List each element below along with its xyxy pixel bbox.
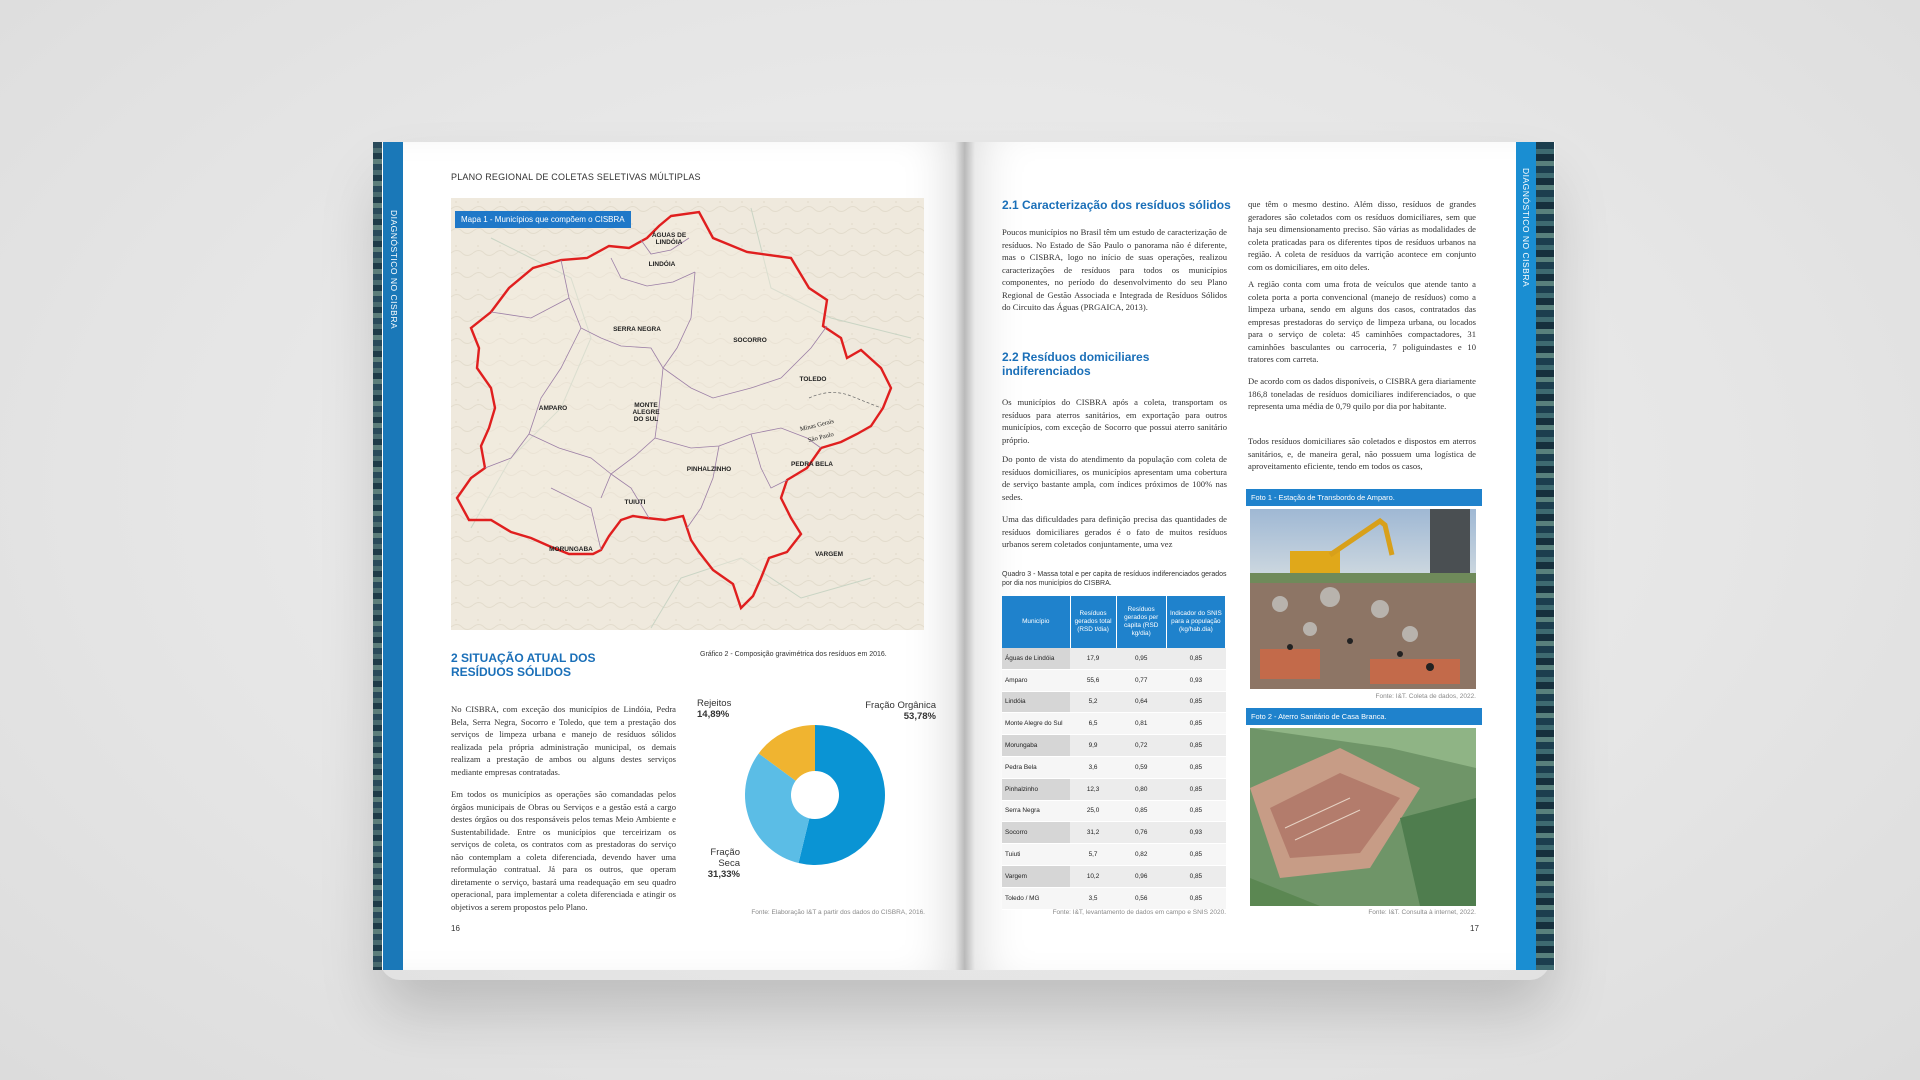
chart-label-seca bbox=[695, 847, 740, 880]
chart-label-name: Fração Orgânica bbox=[865, 700, 936, 711]
section-heading: 2.1 Caracterização dos resíduos sólidos bbox=[1002, 198, 1231, 212]
table-cell-municipio: Tuiuti bbox=[1002, 844, 1070, 866]
table-header: Resíduos gerados per capita (RSD kg/dia) bbox=[1116, 596, 1166, 648]
table-cell: 5,2 bbox=[1070, 691, 1116, 713]
table-row bbox=[1002, 778, 1226, 800]
table-header: Indicador do SNIS para a população (kg/hab.dia) bbox=[1166, 596, 1225, 648]
table-cell: 25,0 bbox=[1070, 800, 1116, 822]
map-label: PINHALZINHO bbox=[686, 466, 732, 473]
table-cell-municipio: Vargem bbox=[1002, 865, 1070, 887]
map-label: LINDÓIA bbox=[648, 261, 676, 268]
photo-source: Fonte: I&T. Coleta de dados, 2022. bbox=[1375, 693, 1476, 700]
table-cell-municipio: Serra Negra bbox=[1002, 800, 1070, 822]
table-cell: 0,77 bbox=[1116, 669, 1166, 691]
table-cell: 0,85 bbox=[1166, 865, 1225, 887]
chart-data-label: 31,33% bbox=[707, 869, 740, 880]
page-number: 17 bbox=[1470, 924, 1479, 933]
table-header: Resíduos gerados total (RSD t/dia) bbox=[1070, 596, 1116, 648]
table-cell: 0,85 bbox=[1166, 648, 1225, 669]
running-head: PLANO REGIONAL DE COLETAS SELETIVAS MÚLTIPLAS bbox=[451, 172, 701, 182]
chart-data-label: 14,89% bbox=[697, 709, 730, 720]
table-cell-municipio: Amparo bbox=[1002, 669, 1070, 691]
map-label: SERRA NEGRA bbox=[613, 326, 661, 333]
photo-source: Fonte: I&T. Consulta à internet, 2022. bbox=[1368, 909, 1476, 916]
table-cell: 10,2 bbox=[1070, 865, 1116, 887]
photo-graphic bbox=[1250, 728, 1476, 906]
table-cell: 12,3 bbox=[1070, 778, 1116, 800]
photo-graphic bbox=[1250, 509, 1476, 689]
table-cell: 17,9 bbox=[1070, 648, 1116, 669]
table-cell-municipio: Pinhalzinho bbox=[1002, 778, 1070, 800]
table-cell: 0,96 bbox=[1116, 865, 1166, 887]
table-cell: 0,85 bbox=[1166, 778, 1225, 800]
map-label: MONTE ALEGRE DO SUL bbox=[632, 402, 660, 423]
data-table bbox=[1002, 596, 1226, 910]
table-cell: 55,6 bbox=[1070, 669, 1116, 691]
table-cell: 0,85 bbox=[1166, 756, 1225, 778]
table-cell: 0,81 bbox=[1116, 713, 1166, 735]
table-row bbox=[1002, 648, 1226, 669]
table-row bbox=[1002, 669, 1226, 691]
table-row bbox=[1002, 735, 1226, 757]
left-side-band-label: DIAGNÓSTICO NO CISBRA bbox=[389, 210, 399, 330]
chart-caption: Gráfico 2 - Composição gravimétrica dos resíduos em 2016. bbox=[700, 651, 887, 658]
map-label: SOCORRO bbox=[733, 337, 767, 344]
table-header-row bbox=[1002, 596, 1226, 648]
photo-aterro bbox=[1250, 728, 1476, 906]
paragraph: Os municípios do CISBRA após a coleta, transportam os resíduos para aterros sanitários, em exportação para outros municípios, com exceção de Socorro que possui aterro sanitário próprio. bbox=[1002, 397, 1227, 445]
table-cell-municipio: Pedra Bela bbox=[1002, 756, 1070, 778]
table-cell: 0,64 bbox=[1116, 691, 1166, 713]
table-cell: 0,59 bbox=[1116, 756, 1166, 778]
table-cell: 0,80 bbox=[1116, 778, 1166, 800]
map-graphic bbox=[451, 198, 924, 630]
table-cell: 0,85 bbox=[1166, 735, 1225, 757]
left-edge-texture bbox=[373, 142, 382, 970]
table-row bbox=[1002, 800, 1226, 822]
map-label: ÁGUAS DE LINDÓIA bbox=[651, 232, 687, 246]
paragraph: De acordo com os dados disponíveis, o CISBRA gera diariamente 186,8 toneladas de resíduos domiciliares indiferenciados, o que representa uma média de 0,79 quilo por dia por habitante. bbox=[1248, 376, 1476, 411]
table-row bbox=[1002, 844, 1226, 866]
table-cell: 0,93 bbox=[1166, 822, 1225, 844]
right-side-band-label: DIAGNÓSTICO NO CISBRA bbox=[1521, 168, 1531, 288]
chart-label-name: Rejeitos bbox=[697, 698, 732, 709]
table-cell-municipio: Águas de Lindóia bbox=[1002, 648, 1070, 669]
table-caption: Quadro 3 - Massa total e per capita de resíduos indiferenciados gerados por dia nos municípios do CISBRA. bbox=[1002, 571, 1227, 587]
table-row bbox=[1002, 713, 1226, 735]
table-cell: 31,2 bbox=[1070, 822, 1116, 844]
table-cell: 9,9 bbox=[1070, 735, 1116, 757]
table-row bbox=[1002, 887, 1226, 909]
table-cell: 0,76 bbox=[1116, 822, 1166, 844]
map-label: TOLEDO bbox=[799, 376, 827, 383]
table-cell-municipio: Morungaba bbox=[1002, 735, 1070, 757]
table-cell-municipio: Socorro bbox=[1002, 822, 1070, 844]
section-title: 2 SITUAÇÃO ATUAL DOS RESÍDUOS SÓLIDOS bbox=[451, 651, 596, 679]
chart-label-name: Fração Seca bbox=[710, 847, 740, 869]
table-cell: 0,85 bbox=[1166, 844, 1225, 866]
chart-data-label: 53,78% bbox=[903, 711, 936, 722]
table-row bbox=[1002, 865, 1226, 887]
photo-caption: Foto 2 - Aterro Sanitário de Casa Branca. bbox=[1246, 708, 1482, 725]
map-label: VARGEM bbox=[814, 551, 844, 558]
paragraph: Do ponto de vista do atendimento da população com coleta de resíduos domiciliares, os municípios apresentam uma cobertura de serviço bastante ampla, com índices próximos de 100% nas sedes. bbox=[1002, 454, 1227, 502]
table-cell: 0,85 bbox=[1166, 800, 1225, 822]
paragraph: Poucos municípios no Brasil têm um estudo de caracterização de resíduos. No Estado de São Paulo o panorama não é diferente, mas o CISBRA, logo no início de suas operações, realizou caracterizações de resíduos para todos os municípios componentes, no período do desenvolvimento do seu Plano Regional de Gestão Associada e Integrada de Resíduos Sólidos do Circuito das Águas (PRGAICA, 2013). bbox=[1002, 227, 1227, 312]
table-cell: 0,56 bbox=[1116, 887, 1166, 909]
right-edge-texture bbox=[1536, 142, 1554, 970]
paragraph: Em todos os municípios as operações são comandadas pelos órgãos municipais de Obras ou Serviços e a gestão está a cargo destes órgãos ou dos responsáveis pelos temas Meio Ambiente e Sustentabilidade. Entre os municípios que terceirizam os serviços de coleta, os contratos com as prestadoras do serviço não contemplam a coleta diferenciada, devendo haver uma reformulação contratual. Já para os outros, que operam diretamente o serviço, bastará uma readequação em seu quadro operacional, para implementar a coleta diferenciada e atingir os objetivos a serem propostos pelo Plano. bbox=[451, 789, 676, 912]
gutter-shadow bbox=[955, 142, 975, 970]
section-heading: 2.2 Resíduos domiciliares indiferenciados bbox=[1002, 350, 1150, 378]
map-label: Minas Gerais bbox=[799, 417, 835, 434]
table-cell: 0,72 bbox=[1116, 735, 1166, 757]
table-cell-municipio: Lindóia bbox=[1002, 691, 1070, 713]
table-cell: 3,6 bbox=[1070, 756, 1116, 778]
map-image bbox=[451, 198, 924, 630]
table-cell: 3,5 bbox=[1070, 887, 1116, 909]
map-label: MORUNGABA bbox=[549, 546, 593, 553]
table-row bbox=[1002, 756, 1226, 778]
table-cell: 0,95 bbox=[1116, 648, 1166, 669]
map-label: PEDRA BELA bbox=[790, 461, 833, 468]
table-cell: 0,93 bbox=[1166, 669, 1225, 691]
table-cell: 5,7 bbox=[1070, 844, 1116, 866]
paragraph: Todos resíduos domiciliares são coletados e dispostos em aterros sanitários, e, de maneira geral, não possuem uma logística de aproveitamento eficiente, tendo em todos os casos, bbox=[1248, 436, 1476, 471]
table-header: Município bbox=[1002, 596, 1070, 648]
photo-caption: Foto 1 - Estação de Transbordo de Amparo. bbox=[1246, 489, 1482, 506]
chart-label-rejeitos bbox=[697, 698, 757, 720]
paragraph: Uma das dificuldades para definição precisa das quantidades de resíduos domiciliares gerados é o fato de muitos resíduos urbanos serem coletados conjuntamente, uma vez bbox=[1002, 514, 1227, 549]
table-row bbox=[1002, 691, 1226, 713]
table-cell: 0,85 bbox=[1166, 887, 1225, 909]
table-cell: 0,85 bbox=[1166, 713, 1225, 735]
paragraph: que têm o mesmo destino. Além disso, resíduos de grandes geradores são coletados com os resíduos domiciliares, sem que haja seu dimensionamento preciso. São várias as modalidades de coleta praticadas para os diferentes tipos de resíduos urbanos na região. A coleta de resíduos da varrição acontece em conjunto com os domiciliares, em oito deles. bbox=[1248, 199, 1476, 272]
table-cell-municipio: Monte Alegre do Sul bbox=[1002, 713, 1070, 735]
map-label: AMPARO bbox=[538, 405, 568, 412]
page-number: 16 bbox=[451, 924, 460, 933]
table-cell: 6,5 bbox=[1070, 713, 1116, 735]
chart-label-organica bbox=[856, 700, 936, 722]
map-label: TUIUTI bbox=[624, 499, 646, 506]
chart-source: Fonte: Elaboração I&T a partir dos dados do CISBRA, 2016. bbox=[751, 909, 925, 916]
map-title: Mapa 1 - Municípios que compõem o CISBRA bbox=[455, 211, 631, 228]
table-cell: 0,82 bbox=[1116, 844, 1166, 866]
table-cell: 0,85 bbox=[1116, 800, 1166, 822]
table-cell-municipio: Toledo / MG bbox=[1002, 887, 1070, 909]
paragraph: No CISBRA, com exceção dos municípios de Lindóia, Pedra Bela, Serra Negra, Socorro e Toledo, que tem a prestação dos serviços de limpeza urbana e manejo de resíduos sólidos realizada pela própria administração municipal, os demais realizam a prestação de ambos ou alguns destes serviços mediante empresas contratadas. bbox=[451, 704, 676, 777]
table-source: Fonte: I&T, levantamento de dados em campo e SNIS 2020. bbox=[1052, 909, 1226, 916]
paragraph: A região conta com uma frota de veículos que atende tanto a coleta porta a porta convencional (manejo de resíduos) como a limpeza urbana, sendo em alguns dos casos, contratados das empresas prestadoras do serviço de limpeza urbana, ou locados para o serviço de coleta: 45 caminhões compactadores, 31 caminhões basculantes ou carroceria, 7 poliguindastes e 10 tratores com carreta. bbox=[1248, 279, 1476, 364]
map-label: São Paulo bbox=[807, 430, 835, 445]
table-cell: 0,85 bbox=[1166, 691, 1225, 713]
photo-transbordo bbox=[1250, 509, 1476, 689]
table-row bbox=[1002, 822, 1226, 844]
